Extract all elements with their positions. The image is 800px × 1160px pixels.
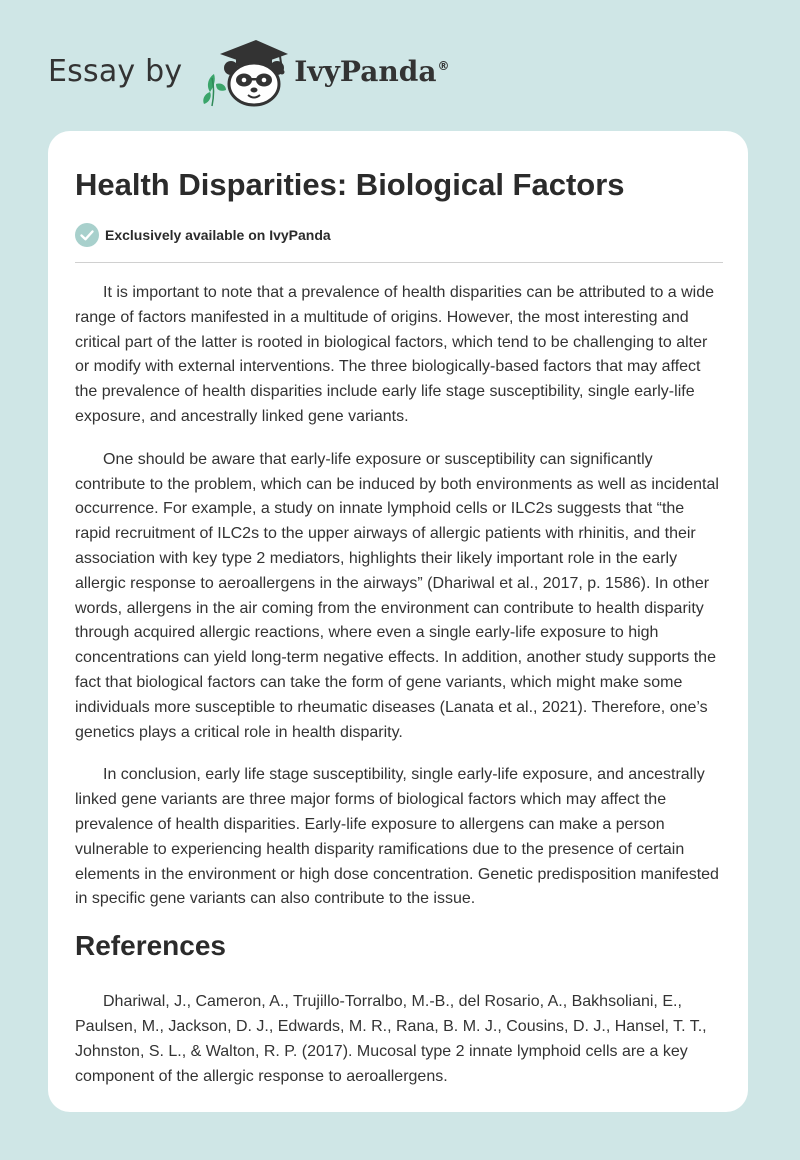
paragraph-intro: It is important to note that a prevalence of health disparities can be attributed to a wide range of factors manifested in a multitude of origins. However, the most interesting and critical part of the latter is rooted in biological factors, which tend to be challenging to alter or modify with external interventions. The three biologically-based factors that may affect the prevalence of health disparities include early life stage susceptibility, single early-life exposure, and ancestrally linked gene variants. (75, 284, 715, 425)
panda-graduate-logo-icon[interactable] (200, 34, 292, 108)
essay-body (75, 281, 721, 1107)
page-title: Health Disparities: Biological Factors (75, 167, 625, 202)
essay-by-label: Essay by (48, 53, 183, 89)
header-divider (75, 262, 723, 263)
check-circle-icon (75, 223, 99, 247)
brand-name[interactable]: IvyPanda® (294, 54, 450, 88)
references-heading: References (75, 930, 226, 962)
paragraph-conclusion: In conclusion, early life stage susceptibility, single early-life exposure, and ancestrally linked gene variants are three major forms of biological factors which may affect the prevalence of health disparities. Early-life exposure to allergens can make a person vulnerable to experiencing health disparity ramifications due to the presence of certain elements in the environment or high dose concentration. Genetic predisposition manifested in specific gene variants can also contribute to the issue. (75, 766, 719, 908)
paragraph-body: One should be aware that early-life exposure or susceptibility can significantly contribute to the problem, which can be induced by both environments as well as incidental occurrence. For example, a study on innate lymphoid cells or ILC2s suggests that “the rapid recruitment of ILC2s to the upper airways of allergic patients with rhinitis, and their association with key type 2 mediators, highlights their likely important role in the early allergic response to aeroallergens in the airways” (Dhariwal et al., 2017, p. 1586). In other words, allergens in the air coming from the environment can contribute to health disparity through acquired allergic reactions, where even a single early-life exposure to high concentrations can yield long-term negative effects. In addition, another study supports the fact that biological factors can take the form of gene variants, which might make some individuals more susceptible to rheumatic diseases (Lanata et al., 2021). Therefore, one’s genetics plays a critical role in health disparity. (75, 450, 719, 741)
exclusive-badge (75, 223, 331, 247)
exclusive-label: Exclusively available on IvyPanda (105, 227, 331, 243)
registered-mark: ® (437, 59, 450, 74)
reference-item: Dhariwal, J., Cameron, A., Trujillo-Torralbo, M.-B., del Rosario, A., Bakhsoliani, E., Paulsen, M., Jackson, D. J., Edwards, M. R., Rana, B. M. J., Cousins, D. J., Hansel, T. T., Johnston, S. L., & Walton, R. P. (2017). Mucosal type 2 innate lymphoid cells are a key component of the allergic response to aeroallergens. (75, 993, 707, 1085)
essay-card (48, 131, 748, 1112)
site-header (48, 34, 449, 108)
